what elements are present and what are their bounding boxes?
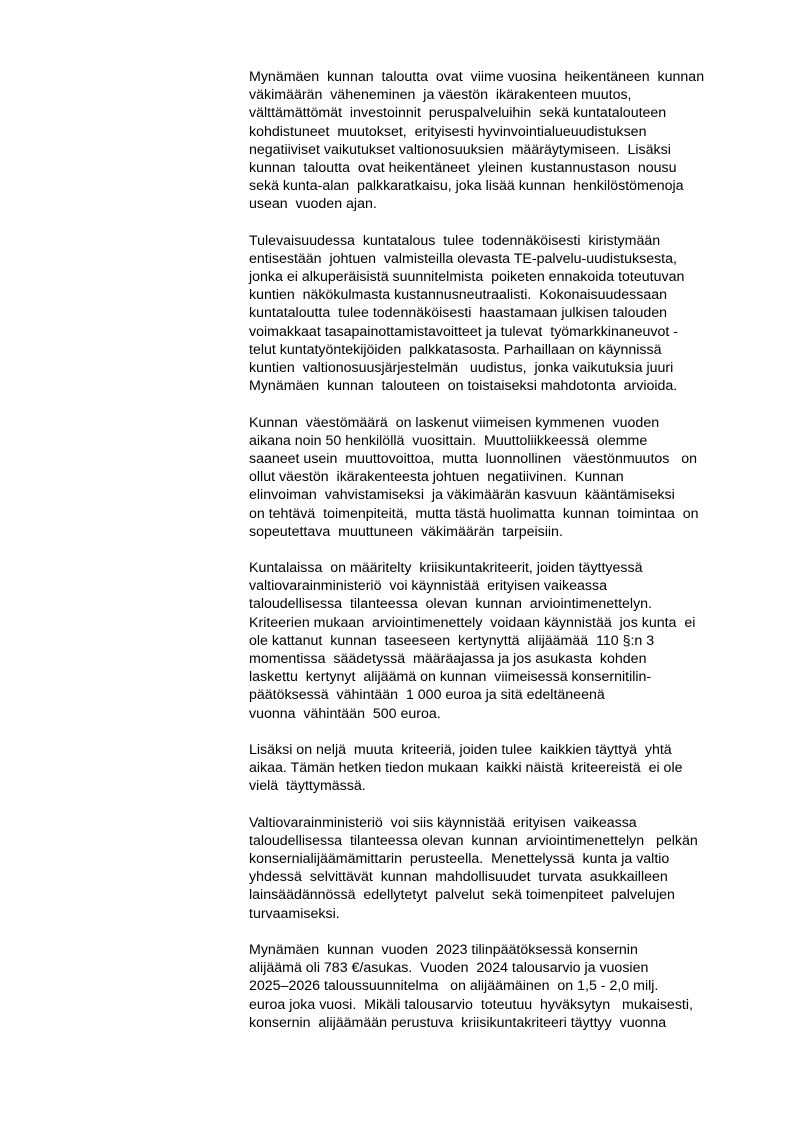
text-line: Kunnan väestömäärä on laskenut viimeisen kymmenen vuoden <box>249 414 660 431</box>
text-line: sekä kunta-alan palkkaratkaisu, joka lisää kunnan henkilöstömenoja <box>249 178 684 195</box>
text-line: usean vuoden ajan. <box>249 196 377 213</box>
text-line: aikaa. Tämän hetken tiedon mukaan kaikki näistä kriteereistä ei ole <box>249 760 683 777</box>
document-page <box>249 68 749 1050</box>
text-line: kuntien näkökulmasta kustannusneutraalisti. Kokonaisuudessaan <box>249 287 668 304</box>
text-line: on tehtävä toimenpiteitä, mutta tästä huolimatta kunnan toimintaa on <box>249 505 699 522</box>
text-line: kuntien valtionosuusjärjestelmän uudistus, jonka vaikutuksia juuri <box>249 360 674 376</box>
paragraph-4 <box>249 559 749 723</box>
text-line: ollut väestön ikärakenteesta johtuen negatiivinen. Kunnan <box>249 469 624 486</box>
text-line: sopeutettava muuttuneen väkimäärän tarpeisiin. <box>249 523 563 540</box>
text-line: laskettu kertynyt alijäämä on kunnan viimeisessä konsernitilin- <box>249 669 652 686</box>
text-line: yhdessä selvittävät kunnan mahdollisuudet turvata asukkailleen <box>249 869 668 886</box>
text-line: konsernin alijäämään perustuva kriisikuntakriteeri täyttyy vuonna <box>249 1014 667 1031</box>
text-line: 2025–2026 taloussuunnitelma on alijäämäinen on 1,5 - 2,0 milj. <box>249 978 659 995</box>
text-line: ole kattanut kunnan taseeseen kertynyttä alijäämää 110 §:n 3 <box>249 632 655 649</box>
paragraph-1 <box>249 68 749 214</box>
text-line: taloudellisessa tilanteessa olevan kunnan arviointimenettelyn. <box>249 596 653 613</box>
paragraph-3 <box>249 414 749 541</box>
text-line: Lisäksi on neljä muuta kriteeriä, joiden tulee kaikkien täyttyä yhtä <box>249 741 672 758</box>
text-line: välttämättömät investoinnit peruspalveluihin sekä kuntatalouteen <box>249 105 667 122</box>
text-line: valtiovarainministeriö voi käynnistää erityisen vaikeassa <box>249 578 607 595</box>
text-line: konsernialijäämämittarin perusteella. Menettelyssä kunta ja valtio <box>249 851 670 868</box>
text-line: lainsäädännössä edellytetyt palvelut sekä toimenpiteet palvelujen <box>249 887 675 904</box>
text-line: Kriteerien mukaan arviointimenettely voidaan käynnistää jos kunta ei <box>249 614 696 631</box>
text-line: Kuntalaissa on määritelty kriisikuntakriteerit, joiden täyttyessä <box>249 560 643 577</box>
text-line: negatiiviset vaikutukset valtionosuuksien määräytymiseen. Lisäksi <box>249 141 671 158</box>
text-line: kunnan taloutta ovat heikentäneet yleinen kustannustason nousu <box>249 159 677 176</box>
text-line: päätöksessä vähintään 1 000 euroa ja sitä edeltäneenä <box>249 687 605 704</box>
text-line: Mynämäen kunnan taloutta ovat viime vuosina heikentäneen kunnan <box>249 69 705 85</box>
text-line: taloudellisessa tilanteessa olevan kunnan arviointimenettelyn pelkän <box>249 832 698 849</box>
text-line: jonka ei alkuperäisistä suunnitelmista poiketen ennakoida toteutuvan <box>249 269 685 286</box>
paragraph-2 <box>249 232 749 396</box>
paragraph-5 <box>249 741 749 796</box>
text-line: vuonna vähintään 500 euroa. <box>249 705 441 722</box>
text-line: Valtiovarainministeriö voi siis käynnistää erityisen vaikeassa <box>249 814 637 831</box>
text-line: telut kuntatyöntekijöiden palkkatasosta. Parhaillaan on käynnissä <box>249 341 662 358</box>
text-line: momentissa säädetyssä määräajassa ja jos asukasta kohden <box>249 651 647 667</box>
text-line: väkimäärän väheneminen ja väestön ikärakenteen muutos, <box>249 87 632 104</box>
text-line: aikana noin 50 henkilöllä vuosittain. Muuttoliikkeessä olemme <box>249 432 648 449</box>
text-line: voimakkaat tasapainottamistavoitteet ja tulevat työmarkkinaneuvot - <box>249 323 678 340</box>
text-line: Mynämäen kunnan vuoden 2023 tilinpäätöksessä konsernin <box>249 942 638 958</box>
text-line: alijäämä oli 783 €/asukas. Vuoden 2024 talousarvio ja vuosien <box>249 960 649 977</box>
text-line: turvaamiseksi. <box>249 905 340 922</box>
text-line: euroa joka vuosi. Mikäli talousarvio toteutuu hyväksytyn mukaisesti, <box>249 996 693 1013</box>
text-line: entisestään johtuen valmisteilla olevasta TE-palvelu-uudistuksesta, <box>249 250 677 267</box>
text-line: Mynämäen kunnan talouteen on toistaiseksi mahdotonta arvioida. <box>249 378 678 395</box>
text-line: elinvoiman vahvistamiseksi ja väkimäärän kasvuun kääntämiseksi <box>249 487 675 504</box>
text-line: kuntataloutta tulee todennäköisesti haastamaan julkisen talouden <box>249 305 668 322</box>
text-line: kohdistuneet muutokset, erityisesti hyvinvointialueuudistuksen <box>249 123 647 140</box>
text-line: vielä täyttymässä. <box>249 778 366 795</box>
paragraph-7 <box>249 941 749 1032</box>
text-line: saaneet usein muuttovoittoa, mutta luonnollinen väestönmuutos on <box>249 450 697 467</box>
text-line: Tulevaisuudessa kuntatalous tulee todennäköisesti kiristymään <box>249 232 661 249</box>
paragraph-6 <box>249 814 749 923</box>
